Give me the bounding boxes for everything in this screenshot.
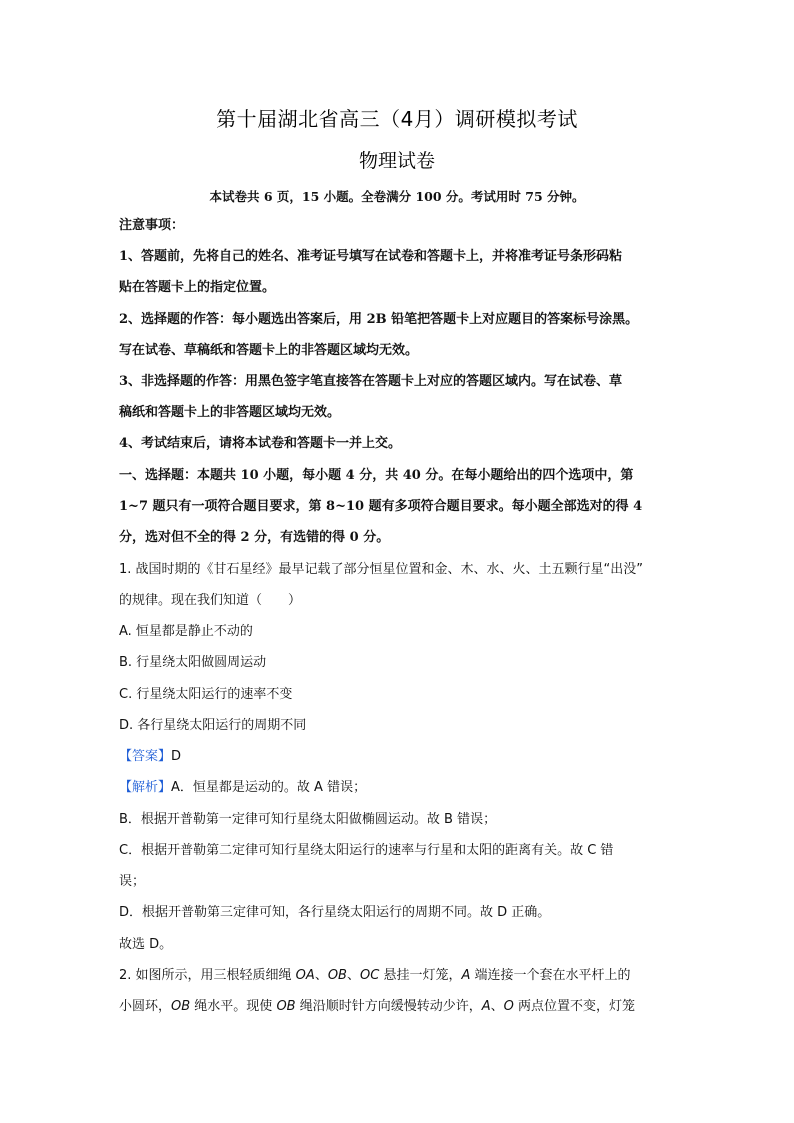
answer-tag: 【答案】 <box>119 749 172 764</box>
q1-analysis-line-1 <box>119 779 679 797</box>
q1-conclusion: 故选 D。 <box>119 937 173 952</box>
q1-option-b: B. 行星绕太阳做圆周运动 <box>119 655 267 670</box>
q1-stem-line-1: 1. 战国时期的《甘石星经》最早记载了部分恒星位置和金、木、水、火、土五颗行星“出没” <box>119 562 644 577</box>
q2-text: 端连接一个套在水平杆上的 <box>470 968 631 983</box>
analysis-text-1: A．恒星都是运动的。故 A 错误； <box>171 780 367 795</box>
note-2-line-2: 写在试卷、草稿纸和答题卡上的非答题区域均无效。 <box>119 343 419 358</box>
analysis-tag: 【解析】 <box>119 780 172 795</box>
note-2-line-1: 2、选择题的作答：每小题选出答案后，用 2B 铅笔把答题卡上对应题目的答案标号涂黑。 <box>119 312 639 327</box>
note-3-line-1: 3、非选择题的作答：用黑色签字笔直接答在答题卡上对应的答题区域内。写在试卷、草 <box>119 374 623 389</box>
q2-stem-line-2 <box>119 998 679 1016</box>
q1-option-c: C. 行星绕太阳运行的速率不变 <box>119 687 293 702</box>
subject-title: 物理试卷 <box>358 150 435 172</box>
q1-answer <box>119 748 679 766</box>
q2-var-a: A <box>461 968 471 983</box>
section-1-line-2: 1~7 题只有一项符合题目要求，第 8~10 题有多项符合题目要求。每小题全部选对的得 4 <box>119 499 643 514</box>
q2-text: 、 <box>346 968 360 983</box>
note-1-line-2: 贴在答题卡上的指定位置。 <box>119 280 276 295</box>
q2-var-a: A <box>481 999 491 1014</box>
section-1-line-3: 分，选对但不全的得 2 分，有选错的得 0 分。 <box>119 530 390 545</box>
q1-analysis-line-2: B．根据开普勒第一定律可知行星绕太阳做椭圆运动。故 B 错误； <box>119 812 497 827</box>
q2-text: 2. 如图所示，用三根轻质细绳 <box>119 968 296 983</box>
q2-var-ob: OB <box>327 968 347 983</box>
note-3-line-2: 稿纸和答题卡上的非答题区域均无效。 <box>119 405 341 420</box>
q2-var-ob: OB <box>276 999 296 1014</box>
q2-var-ob: OB <box>171 999 191 1014</box>
q2-var-o: O <box>503 999 514 1014</box>
q1-stem-line-2: 的规律。现在我们知道（ ） <box>119 593 302 608</box>
q2-text: 绳水平。现使 <box>190 999 277 1014</box>
q1-analysis-line-4: 误； <box>119 874 146 889</box>
section-1-line-1: 一、选择题：本题共 10 小题，每小题 4 分，共 40 分。在每小题给出的四个选项中，第 <box>119 468 634 483</box>
q2-text: 绳沿顺时针方向缓慢转动少许， <box>295 999 482 1014</box>
q1-option-a: A. 恒星都是静止不动的 <box>119 624 253 639</box>
exam-info: 本试卷共 6 页，15 小题。全卷满分 100 分。考试用时 75 分钟。 <box>209 189 585 204</box>
q1-option-d: D. 各行星绕太阳运行的周期不同 <box>119 718 307 733</box>
note-4: 4、考试结束后，请将本试卷和答题卡一并上交。 <box>119 436 402 451</box>
q2-var-oc: OC <box>360 968 380 983</box>
q1-analysis-line-3: C．根据开普勒第二定律可知行星绕太阳运行的速率与行星和太阳的距离有关。故 C 错 <box>119 843 614 858</box>
notes-heading: 注意事项： <box>119 218 185 233</box>
q2-text: 、 <box>314 968 328 983</box>
q2-text: 两点位置不变，灯笼 <box>513 999 636 1014</box>
q2-var-oa: OA <box>295 968 315 983</box>
q2-text: 、 <box>490 999 504 1014</box>
q2-stem-line-1 <box>119 967 679 985</box>
exam-title: 第十届湖北省高三（4月）调研模拟考试 <box>216 107 578 131</box>
answer-value: D <box>171 749 182 764</box>
q2-text: 悬挂一灯笼， <box>379 968 462 983</box>
note-1-line-1: 1、答题前，先将自己的姓名、准考证号填写在试卷和答题卡上，并将准考证号条形码粘 <box>119 249 623 264</box>
q2-text: 小圆环， <box>119 999 172 1014</box>
q1-analysis-line-5: D．根据开普勒第三定律可知，各行星绕太阳运行的周期不同。故 D 正确。 <box>119 905 551 920</box>
